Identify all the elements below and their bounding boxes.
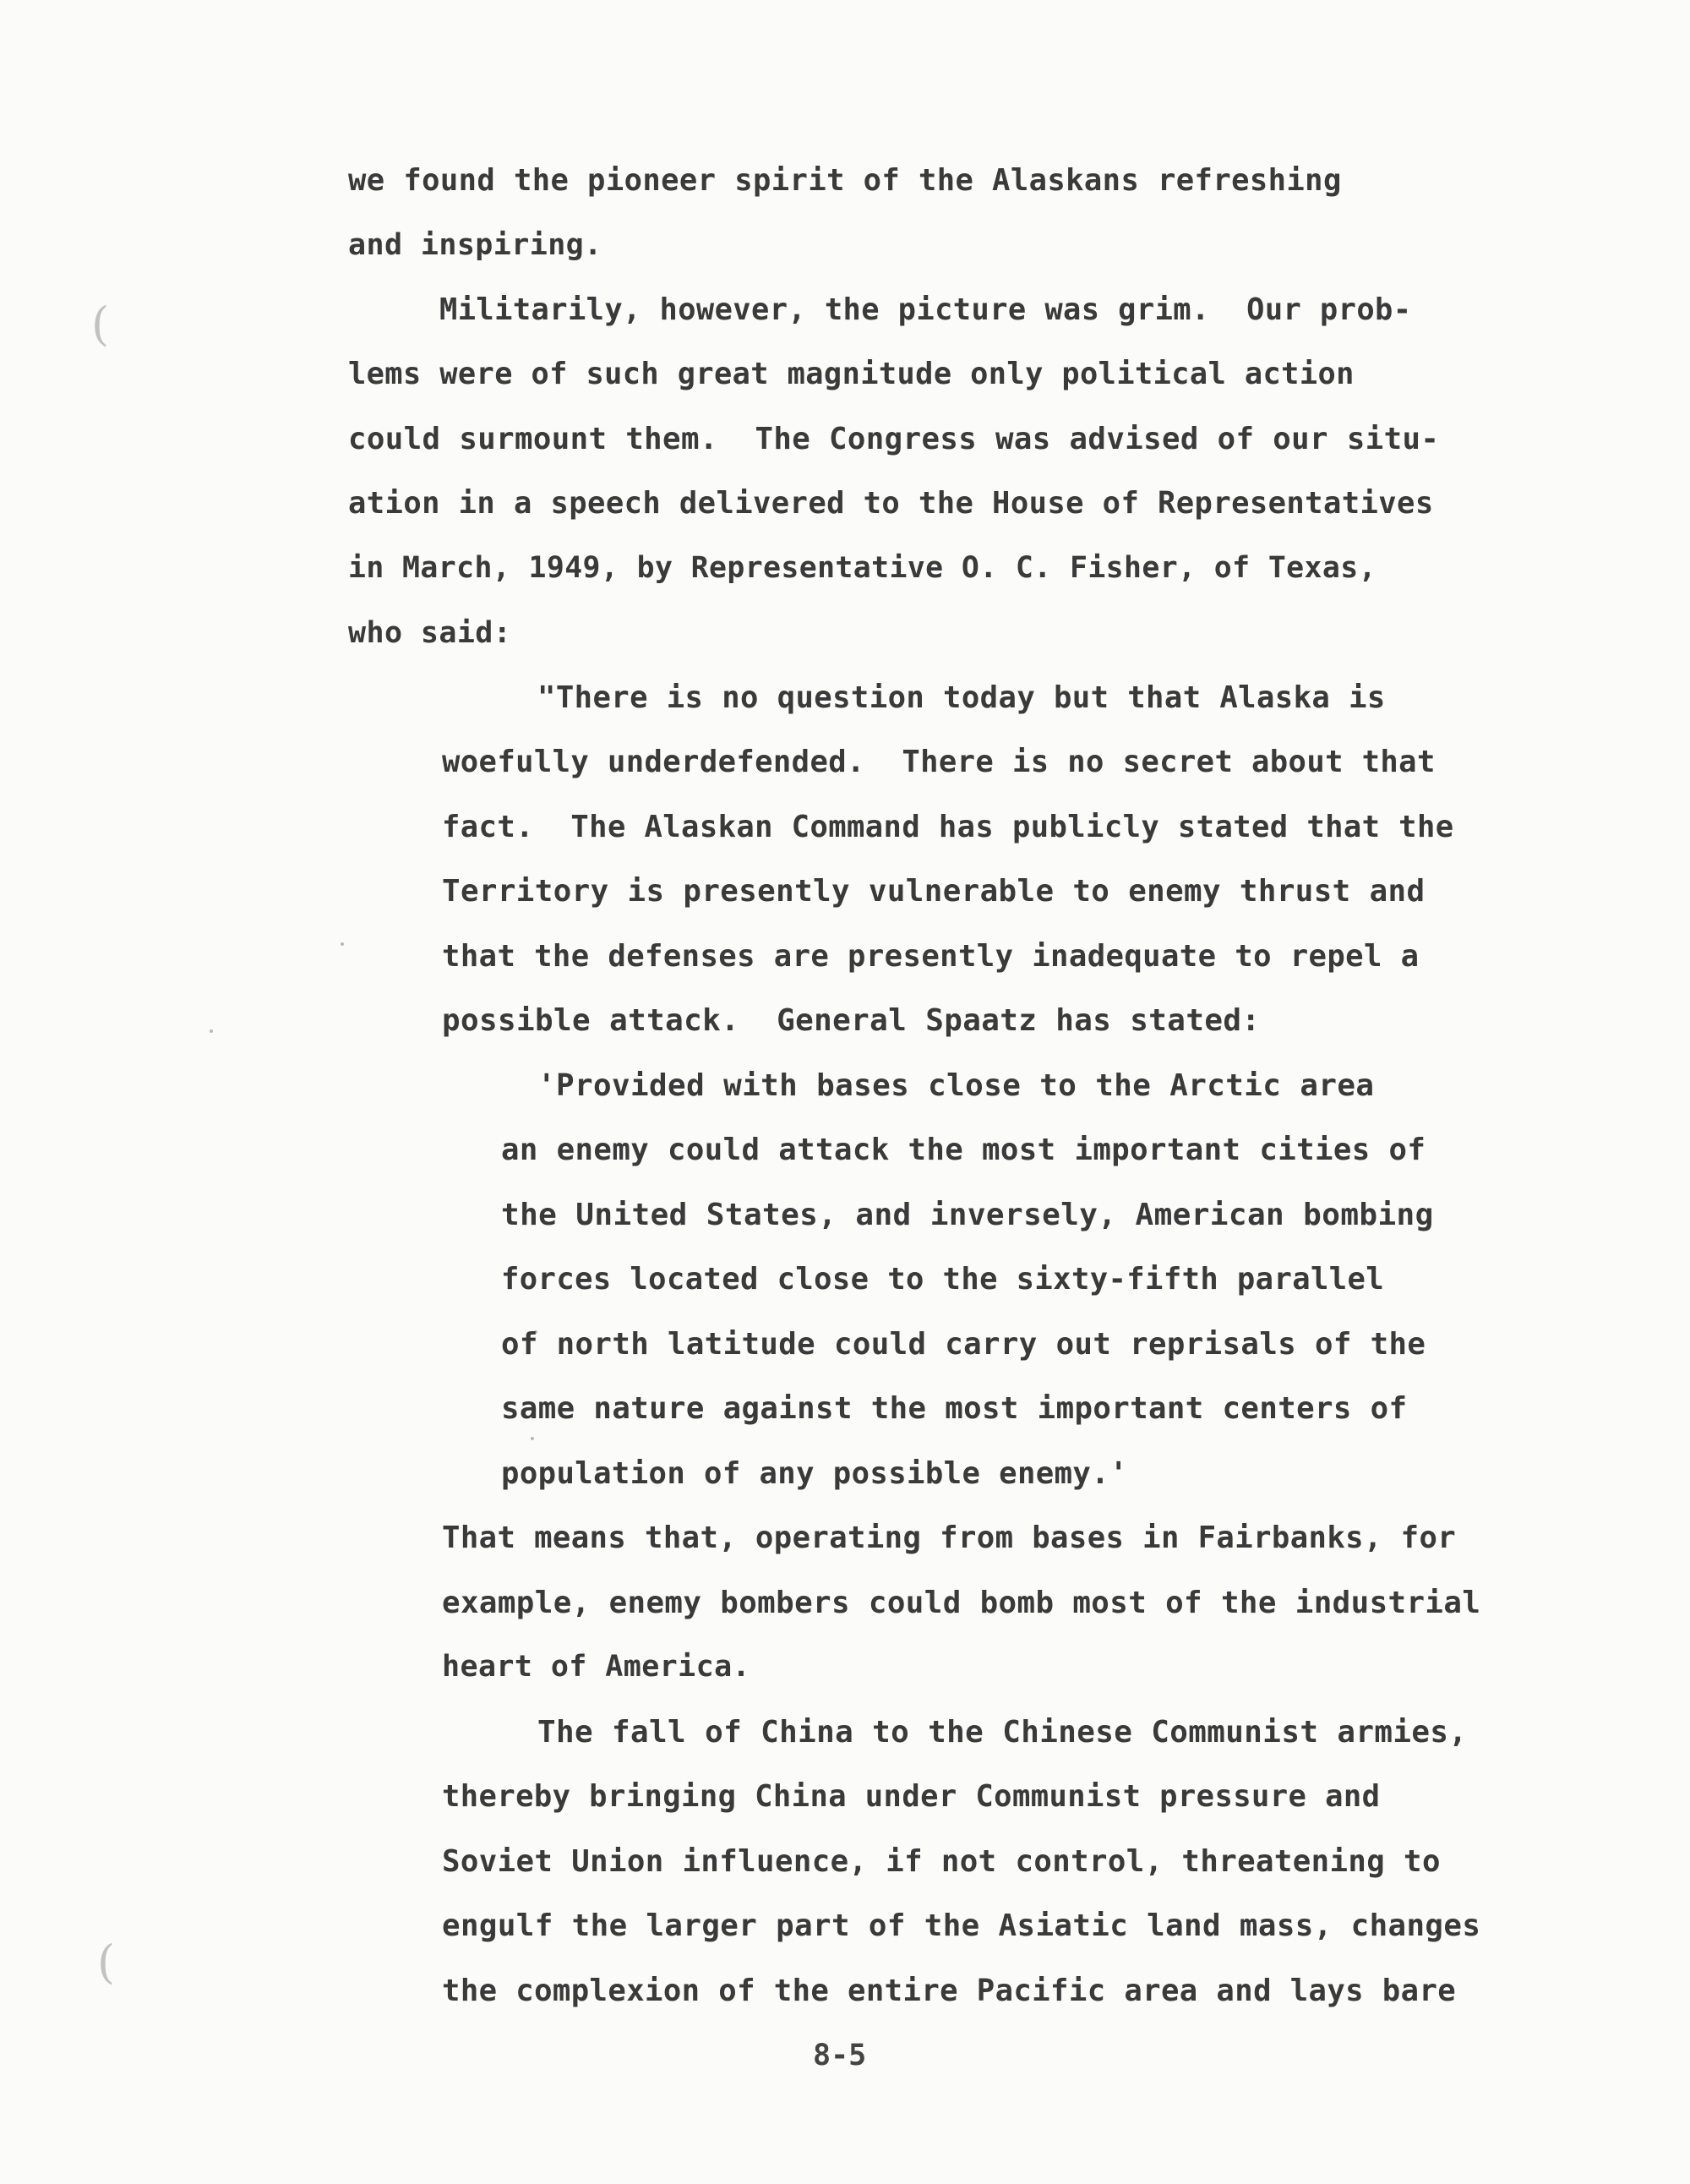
quote-line: heart of America. [442, 1650, 751, 1684]
scan-speck [210, 1029, 213, 1033]
margin-mark-top: ( [91, 298, 110, 351]
text-line: thereby bringing China under Communist pressure and [442, 1779, 1381, 1814]
text-line: who said: [348, 616, 512, 650]
quote-line: "There is no question today but that Alaska is [537, 680, 1386, 715]
quote-line: Territory is presently vulnerable to enemy thrust and [442, 874, 1426, 909]
quote-line: That means that, operating from bases in Fairbanks, for [442, 1521, 1457, 1555]
margin-mark-bottom: ( [97, 1936, 116, 1989]
nested-quote-line: population of any possible enemy.' [501, 1456, 1128, 1491]
quote-line: that the defenses are presently inadequate to repel a [442, 939, 1420, 974]
nested-quote-line: of north latitude could carry out reprisals of the [501, 1327, 1426, 1362]
nested-quote-line: the United States, and inversely, American bombing [501, 1198, 1434, 1232]
text-line: and inspiring. [348, 228, 602, 262]
nested-quote-line: forces located close to the sixty-fifth parallel [501, 1262, 1385, 1297]
text-line: The fall of China to the Chinese Communist armies, [537, 1715, 1468, 1750]
text-line: Soviet Union influence, if not control, threatening to [442, 1844, 1441, 1879]
nested-quote-line: same nature against the most important centers of [501, 1391, 1408, 1426]
scan-speck [341, 942, 344, 946]
text-line: we found the pioneer spirit of the Alaskans refreshing [348, 163, 1342, 198]
quote-line: possible attack. General Spaatz has stated: [442, 1003, 1261, 1038]
page-number: 8-5 [813, 2039, 867, 2072]
text-line: lems were of such great magnitude only political action [348, 357, 1355, 391]
text-line: engulf the larger part of the Asiatic land mass, changes [442, 1908, 1481, 1943]
text-line: in March, 1949, by Representative O. C. Fisher, of Texas, [348, 551, 1377, 585]
scan-speck [531, 1437, 534, 1440]
text-line: Militarily, however, the picture was grim. Our prob- [439, 292, 1412, 327]
nested-quote-line: 'Provided with bases close to the Arctic area [537, 1068, 1375, 1103]
nested-quote-line: an enemy could attack the most important cities of [501, 1133, 1426, 1167]
quote-line: woefully underdefended. There is no secret about that [442, 745, 1436, 779]
text-line: the complexion of the entire Pacific area and lays bare [442, 1974, 1457, 2008]
text-line: ation in a speech delivered to the House of Representatives [348, 486, 1434, 521]
text-line: could surmount them. The Congress was advised of our situ- [348, 422, 1440, 456]
quote-line: example, enemy bombers could bomb most of the industrial [442, 1586, 1481, 1620]
quote-line: fact. The Alaskan Command has publicly stated that the [442, 810, 1454, 844]
